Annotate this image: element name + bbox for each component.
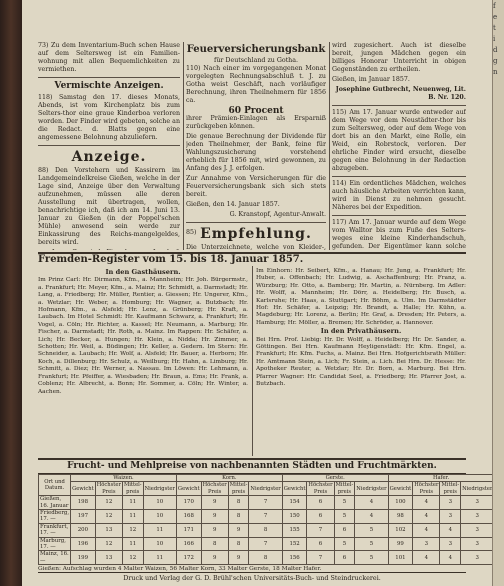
table-cell: 10: [143, 537, 176, 551]
column-rule: [252, 266, 253, 456]
table-cell: 10: [143, 510, 176, 524]
subheader-cell: Niedrigster: [355, 482, 388, 496]
adjacent-page-edge: [492, 0, 504, 586]
table-cell: 199: [71, 551, 96, 565]
column-rule: [183, 42, 184, 250]
col3-body-1: wird zugesichert. Auch ist dieselbe bereit, jungen Mädchen gegen ein billiges Honorar Unterricht in obigen Gegenständen zu ertheilen.: [332, 42, 466, 73]
table-cell: 196: [71, 537, 96, 551]
table-cell: 7: [307, 523, 334, 537]
subheader-cell: Gewicht: [71, 482, 96, 496]
insurance-subtitle: für Deutschland zu Gotha.: [214, 57, 298, 64]
row-place: Mainz, 16. —: [40, 551, 69, 564]
insurance-body-1: 110) Nach einer im vorgegangenen Monat vorgelegten Rechnungsabschluß t. J. zu Gotha weist Geschäft, nach vorläufiger Berechnung, ihren Theilnehmern für 1856 ca.: [186, 65, 326, 104]
book-binding: [0, 0, 22, 586]
fremden-right-text: Im Einhorn: Hr. Seibert, Kfm., a. Hanau; Hr. Jung, a. Frankfurt; Hr. Huber, a. Offenbach; Hr. Ludwig, a. Aschaffenburg; Hr. Franz, a. Würzburg; Hr. Otto, a. Bamberg; Hr. Martin, a. Nürnberg. Im Adler: Hr. Wolff, a. Mannheim; Hr. Dörr, a. Heidelberg; Hr. Busch, a. Karlsruhe; Hr. Haas, a. Stuttgart; Hr. Böhm, a. Ulm. Im Darmstädter Hof: Hr. Schäfer, a. Leipzig; Hr. Brandt, a. Halle; Hr. Kühn, a. Magdeburg; Hr. Lorenz, a. Berlin; Hr. Graf, a. Dresden; Hr. Peters, a. Hamburg; Hr. Möller, a. Bremen; Hr. Schröder, a. Hannover.: [256, 268, 466, 326]
vermischte-heading: Vermischte Anzeigen.: [54, 81, 164, 91]
empfehlung-block: [186, 226, 326, 242]
table-cell: 98: [388, 510, 413, 524]
table-cell: 155: [282, 523, 307, 537]
table-cell: 197: [71, 510, 96, 524]
table-cell: 7: [249, 496, 282, 510]
insurance-body-3: Die genaue Berechnung der Dividende für jeden Theilnehmer, der Bank, feine für Wahlungszusicherung vorstehend erheblich für 1856 mit, wird gewonnen, zu Anfang des J. J. erfolgen.: [186, 133, 326, 172]
edge-letter: n: [493, 68, 498, 76]
table-cell: 3: [461, 537, 492, 551]
table-cell: 8: [228, 496, 249, 510]
column-middle: [186, 42, 326, 250]
edge-letter: g: [493, 57, 498, 65]
table-cell: 7: [249, 510, 282, 524]
imprint-footer: Druck und Verlag der G. D. Brühl'schen Universitäts-Buch- und Steindruckerei.: [38, 572, 466, 582]
table-subheader-row: [39, 482, 493, 496]
insurance-body-2: ihrer Prämien-Einlagen als Ersparniß zurückgeben können.: [186, 115, 326, 130]
table-row: [39, 537, 493, 551]
edge-letter: t: [493, 24, 496, 32]
table-row: [39, 510, 493, 524]
table-cell: 3: [413, 537, 440, 551]
table-cell: 154: [282, 496, 307, 510]
fremden-title: Fremden-Register vom 15. bis 18. Januar 1857.: [38, 254, 304, 265]
empfehlung-body: Die Unterzeichnete, welche von Kleider-,: [186, 244, 326, 250]
table-row: [39, 496, 493, 510]
insurance-agent: G. Kranstopf, Agentur-Anwalt.: [229, 211, 326, 218]
table-cell: 170: [176, 496, 201, 510]
table-cell: 3: [461, 523, 492, 537]
table-cell: 5: [334, 537, 355, 551]
table-header-row: [39, 475, 493, 482]
insurance-title: Feuerversicherungsbank: [186, 44, 326, 55]
header-group-hafer: Hafer.: [388, 475, 492, 482]
subheader-cell: Höchster Preis: [414, 482, 439, 495]
subheader-cell: Gewicht: [388, 482, 413, 496]
header-group-waizen: Waizen.: [71, 475, 177, 482]
table-cell: 4: [413, 551, 440, 565]
table-cell: 5: [355, 537, 388, 551]
table-cell: 12: [122, 523, 143, 537]
table-cell: 6: [307, 537, 334, 551]
table-cell: 5: [334, 496, 355, 510]
table-row: [39, 551, 493, 565]
row-place: Frankfurt, 17. —: [39, 523, 71, 537]
ad-114: 114) Ein ordentliches Mädchen, welches auch häusliche Arbeiten verrichten kann, wird in Dienst zu nehmen gesucht. Näheres bei der Expedition.: [332, 180, 466, 211]
table-cell: 12: [95, 537, 122, 551]
fremden-right-column: [256, 268, 466, 458]
table-cell: 8: [228, 510, 249, 524]
insurance-place: Gießen, den 14. Januar 1857.: [186, 201, 280, 208]
table-cell: 9: [201, 496, 228, 510]
subheader-cell: Mittel-preis: [335, 482, 354, 495]
divider: [38, 145, 180, 146]
subheader-cell: Höchster Preis: [308, 482, 333, 495]
table-cell: 4: [440, 551, 461, 565]
divider: [332, 215, 466, 216]
subheader-cell: Gewicht: [282, 482, 307, 496]
edge-letter: f: [493, 2, 496, 10]
empfehlung-heading: Empfehlung.: [200, 226, 312, 242]
fremden-right-text-2: Bei Hrn. Prof. Liebig: Hr. Dr. Wolff, a. Heidelberg; Hr. Dr. Sander, a. Göttingen. Bei Hrn. Kaufmann Heyligenstädt: Hr. Kfm. Engel, a. Frankfurt; Hr. Kfm. Fuchs, a. Mainz. Bei Hrn. Hofgerichtsrath Müller: Hr. Amtmann Stein, a. Lich; Fr. Stein, a. Lich. Bei Hrn. Dr. Hesse: Hr. Apotheker Reuter, a. Wetzlar; Hr. Dr. Born, a. Marburg. Bei Hrn. Pfarrer Wagner: Hr. Candidat Seel, a. Friedberg; Hr. Pfarrer Jost, a. Butzbach.: [256, 336, 466, 388]
top-columns: [38, 42, 466, 250]
column-rule: [329, 42, 330, 250]
table-cell: 3: [461, 551, 492, 565]
table-cell: 8: [249, 551, 282, 565]
subheader-cell: Niedrigster: [249, 482, 282, 496]
divider: [186, 222, 326, 223]
table-cell: 7: [249, 537, 282, 551]
table-cell: 102: [388, 523, 413, 537]
insurance-body-4: Zur Annahme von Versicherungen für die Feuerversicherungsbank sich sich stets bereit.: [186, 175, 326, 198]
table-cell: 166: [176, 537, 201, 551]
ad-88-signature: [38, 249, 180, 250]
table-cell: 11: [143, 523, 176, 537]
table-cell: 7: [307, 551, 334, 565]
table-cell: 168: [176, 510, 201, 524]
ad-117: 117) Am 17. Januar wurde auf dem Wege vom Walltor bis zum Fuße des Selters-weges eine kleine Kinderhandschuh, gefunden. Der Eigentümer kann solche: [332, 219, 466, 250]
edge-letter: i: [493, 35, 496, 43]
table-cell: 4: [355, 510, 388, 524]
table-cell: 11: [122, 537, 143, 551]
table-cell: 9: [201, 523, 228, 537]
col3-body-2: Gießen, im Januar 1857.: [332, 76, 410, 83]
table-cell: 9: [228, 523, 249, 537]
table-cell: 9: [228, 551, 249, 565]
table-cell: 11: [122, 510, 143, 524]
column-right: [332, 42, 466, 250]
table-cell: 6: [307, 510, 334, 524]
header-group-korn: Korn.: [176, 475, 282, 482]
row-place: Marburg, 17. —: [39, 537, 71, 551]
table-cell: 6: [334, 523, 355, 537]
divider: [38, 77, 180, 78]
edge-letter: d: [493, 46, 498, 54]
header-group-gerste: Gerste.: [282, 475, 388, 482]
ad-85-number: 85): [186, 229, 197, 236]
table-cell: 9: [201, 510, 228, 524]
subheader-cell: Gewicht: [176, 482, 201, 496]
table-cell: 13: [95, 551, 122, 565]
subheader-cell: Niedrigster: [461, 482, 492, 496]
row-place: Gießen, 16. Januar: [39, 496, 71, 510]
table-cell: 11: [143, 551, 176, 565]
column-left: [38, 42, 180, 250]
table-cell: 198: [71, 496, 96, 510]
table-cell: 171: [176, 523, 201, 537]
table-cell: 99: [388, 537, 413, 551]
table-cell: 11: [122, 496, 143, 510]
table-row: [39, 523, 493, 537]
table-cell: 100: [388, 496, 413, 510]
ad-73: 73) Zu dem Inventarium-Buch schen Hause auf dem Seltersweg ist ein Familien-wohnung mit allen Bequemlichkeiten zu vermiethen.: [38, 42, 180, 73]
header-place: Ort und Datum.: [39, 475, 71, 496]
subheader-cell: Mittel-preis: [123, 482, 142, 495]
table-cell: 3: [461, 510, 492, 524]
table-cell: 8: [228, 537, 249, 551]
fremden-left-text: Im Prinz Carl: Hr. Dirmann, Kfm., a. Mannheim; Hr. Joh. Bürgermstr., a. Frankfurt; Hr. Meyer, Kfm., a. Mainz; Hr. Schmidt, a. Darmstadt; Hr. Lang, a. Friedberg; Hr. Müller, Rentier, a. Giessen; Hr. Ungerer, Kfm., a. Wetzlar; Hr. Weber, a. Homburg; Hr. Wagner, a. Butzbach; Hr. Hofmann, Kfm., a. Alsfeld; Hr. Lenz, a. Grünberg; Hr. Kraft, a. Laubach. Im Hotel Schmidt: Hr. Kaufmann Schwarz, a. Frankfurt; Hr. Vogel, a. Cöln; Hr. Richter, a. Kassel; Hr. Neumann, a. Marburg; Hr. Fischer, a. Darmstadt; Hr. Roth, a. Mainz. Im Rappen: Hr. Schäfer, a. Lich; Hr. Becker, a. Hungen; Hr. Klein, a. Nidda; Hr. Zimmer, a. Schotten; Hr. Weil, a. Büdingen; Hr. Keller, a. Gedern. Im Stern: Hr. Schneider, a. Laubach; Hr. Wolf, a. Alsfeld; Hr. Bauer, a. Herborn; Hr. Koch, a. Dillenburg; Hr. Schulz, a. Weilburg; Hr. Hahn, a. Limburg; Hr. Schmitt, a. Diez; Hr. Werner, a. Nassau. Im Löwen: Hr. Lehmann, a. Frankfurt; Hr. Pfeiffer, a. Wiesbaden; Hr. Braun, a. Ems; Hr. Frank, a. Coblenz; Hr. Albrecht, a. Bonn; Hr. Sommer, a. Cöln; Hr. Winter, a. Aachen.: [38, 277, 248, 395]
table-cell: 10: [143, 496, 176, 510]
table-cell: 9: [201, 551, 228, 565]
table-cell: 12: [95, 496, 122, 510]
table-cell: 5: [355, 523, 388, 537]
ad-88: 88) Den Vorstehern und Kassirern im Landgemeindelkreise Gießen, welche in der Lage sind, Anzeige über den Verwaltung aufzunehmen, müssen alle deren Ausstellung mit übertragen, wollen, benachrichtige ich, daß ich am 14. Juni 13. Januar zu Gießen (in der Poppel'schen Mühle) anwesend sein werde zur Einkassirung des Reichs-mangelgeldes, bereits wird.: [38, 167, 180, 246]
market-note: Gießen: Aufschlag wurden 4 Malter Waizen, 56 Malter Korn, 33 Malter Gerste, 18 Malter Hafer.: [38, 566, 322, 573]
table-cell: 4: [413, 523, 440, 537]
ad-115: 115) Am 17. Januar wurde entweder auf dem Wege vor dem Neustädter-thor bis zum Seltersweg, oder auf dem Wege von dort bis an den Markt, eine Rolle, ein Weid, ein Robrstock, verloren. Der ehrliche Finder wird ersucht, dieselbe gegen eine Belohnung in der Redaction abzugeben.: [332, 109, 466, 172]
row-place: Friedberg, 17. —: [40, 510, 70, 523]
table-cell: 4: [413, 496, 440, 510]
table-cell: 200: [71, 523, 96, 537]
table-cell: 8: [249, 523, 282, 537]
edge-letter: e: [493, 13, 498, 21]
subheader-cell: Höchster Preis: [202, 482, 227, 495]
table-cell: 12: [95, 510, 122, 524]
divider: [332, 105, 466, 106]
insurance-percent: 60 Procent: [228, 106, 284, 116]
anzeige-heading: Anzeige.: [71, 149, 147, 165]
subheader-cell: Niedrigster: [143, 482, 176, 496]
market-table: [38, 474, 492, 565]
table-cell: 8: [201, 537, 228, 551]
table-cell: 152: [282, 537, 307, 551]
table-cell: 4: [355, 496, 388, 510]
table-cell: 156: [282, 551, 307, 565]
table-cell: 101: [388, 551, 413, 565]
subheader-cell: Höchster Preis: [96, 482, 121, 495]
ad-118: 118) Samstag den 17. dieses Monats, Abends, ist vom Kirchenplatz bis zum Selters-thor eine graue Kinderboa verloren worden. Der Finder wird gebeten, solche an die Redact. d. Blatts gegen eine angemessene Belohnung abzuliefern.: [38, 94, 180, 141]
market-table-body: [39, 496, 493, 565]
table-cell: 6: [307, 496, 334, 510]
market-title: Frucht- und Mehlpreise von nachbenannten Städten und Fruchtmärkten.: [38, 458, 466, 474]
col3-signature: Josephine Gutbrecht, Neuenweg, Lit. B. Nr. 120.: [335, 86, 466, 101]
table-cell: 5: [355, 551, 388, 565]
table-cell: 12: [122, 551, 143, 565]
table-cell: 4: [440, 523, 461, 537]
market-prices: [38, 458, 492, 573]
privathaeuser-heading: In den Privathäusern.: [320, 327, 402, 336]
table-cell: 13: [95, 523, 122, 537]
table-cell: 3: [440, 496, 461, 510]
table-cell: 6: [334, 551, 355, 565]
table-cell: 3: [440, 510, 461, 524]
newspaper-page: [22, 0, 492, 586]
divider: [332, 176, 466, 177]
table-cell: 5: [334, 510, 355, 524]
subheader-cell: Mittel-preis: [441, 482, 460, 495]
table-cell: 4: [413, 510, 440, 524]
table-cell: 3: [461, 496, 492, 510]
gasthaeuser-heading: In den Gasthäusern.: [105, 268, 181, 276]
table-cell: 150: [282, 510, 307, 524]
subheader-cell: Mittel-preis: [229, 482, 248, 495]
table-cell: 172: [176, 551, 201, 565]
table-cell: 3: [440, 537, 461, 551]
fremden-left-column: [38, 268, 248, 458]
